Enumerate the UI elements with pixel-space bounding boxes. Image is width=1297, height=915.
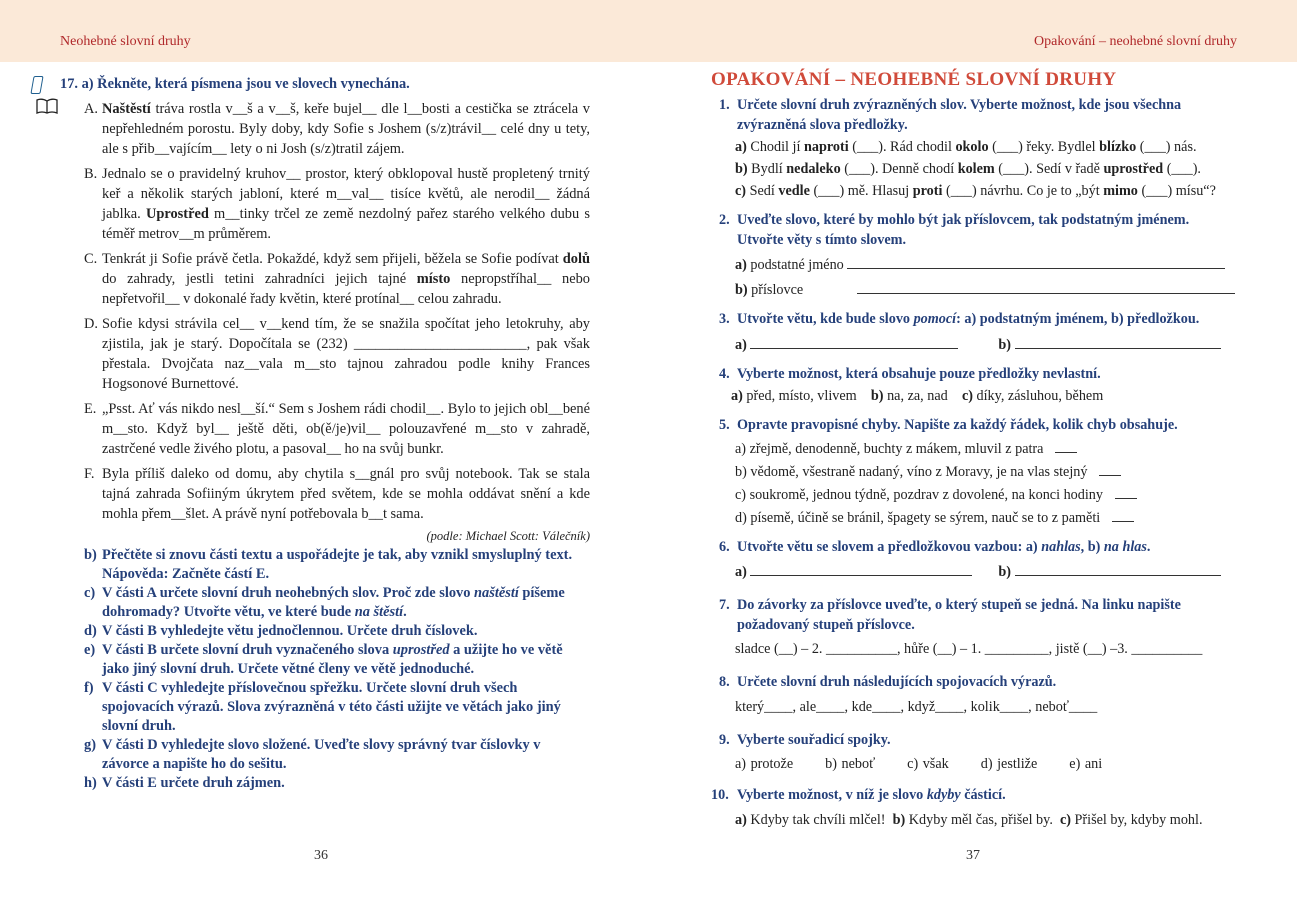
question-10: 10. Vyberte možnost, v níž je slovo kdyby částicí. [711,787,1006,803]
text-part-e: E. „Psst. Ať vás nikdo nesl__ší.“ Sem s Joshem rádi chodil__. Bylo to jejich obl__bené m__sto. Když byl__ ještě děti, ob(ě/je)vil__ polouzavřené m__sto v zahradě, zastrčené vedle živého plotu, a pasoval__ ho na svůj bunkr. [84,401,590,457]
q9-options: a) protože b) neboť c) však d) jestliže e) ani [735,756,1103,772]
right-running-title: Opakování – neohebné slovní druhy [1034,34,1237,49]
text-part-d: D. Sofie kdysi strávila cel__ v__kend tím, že se snažila spočítat jeho letokruhy, aby zjistila, jak je starý. Dopočítala se (232) ________________________, pak však přestala. Dvojčata naz__vala m__sto tajnou zahradou podle knihy Frances Hogsonové Burnettové. [84,316,590,392]
right-page [711,70,1238,830]
open-book-icon [36,98,58,114]
task-e: e) V části B určete slovní druh vyznačeného slova uprostřed a užijte ho ve větě jako jiný slovní druh. Určete větné členy ve větě jednoduché. [84,642,563,677]
text-part-a: A. Naštěstí tráva rostla v__š a v__š, keře bujel__ dle l__bosti a cestička se ztrácela v nepřehledném porostu. Byly doby, kdy Sofie s Joshem (s/z)trávil__ celé dny u tety, ale s přib__vajícím__ lety o ni Josh (s/z)tratil zájem. [84,101,590,157]
question-4: 4. Vyberte možnost, která obsahuje pouze předložky nevlastní. [719,365,1101,382]
q4-options: a) před, místo, vlivem b) na, za, nad c) díky, zásluhou, během [731,388,1104,404]
left-running-title: Neohebné slovní druhy [60,34,191,49]
question-3: 3. Utvořte větu, kde bude slovo pomocí: a) podstatným jménem, b) předložkou. [719,311,1200,327]
answer-line[interactable] [1115,484,1137,499]
answer-line[interactable] [1015,561,1221,576]
answer-line[interactable] [847,254,1225,269]
text-part-f: F. Byla příliš daleko od domu, aby chytila s__gnál pro svůj notebook. Tak se stala tajná zahrada Sofiiným úkrytem před světem, kde se mohla oddávat snění a kde mohla přem__šlet. A právě nyní potřebovala b__t sama. [84,466,590,522]
question-7: 7. Do závorky za příslovce uveďte, o který stupeň se jedná. Na linku napište požadovaný stupeň příslovce. [719,597,1181,633]
left-page-number: 36 [314,848,328,863]
right-page-number: 37 [966,848,980,863]
q1-option-c: c) Sedí vedle (___) mě. Hlasuj proti (___) návrhu. Co je to „být mimo (___) mísu“? [735,183,1216,199]
question-8: 8. Určete slovní druh následujících spojovacích výrazů. [719,674,1057,690]
q6-answers: a) b) [711,561,1238,582]
q5-line-d: d) písemě, účině se bránil, špagety se sýrem, nauč se to z paměti [711,507,1238,528]
exercise-17-title: 17. a) Řekněte, která písmena jsou ve slovech vynechána. [60,76,410,92]
q1-option-a: a) Chodil jí naproti (___). Rád chodil okolo (___) řeky. Bydlel blízko (___) nás. [735,139,1197,155]
answer-line[interactable] [1015,334,1221,349]
text-part-b: B. Jednalo se o pravidelný kruhov__ prostor, který obklopoval hustě propletený trnitý keř a několik starých jabloní, které m__val__ tisíce květů, ale nerodil__ žádná jablka. Uprostřed m__tinky trčel ze země nezdolný pařez starého velkého dubu s téměř metrov__m průměrem. [84,166,590,242]
task-c: c) V části A určete slovní druh neohebných slov. Proč zde slovo naštěstí píšeme dohromady? Utvořte větu, ve které bude na štěstí. [84,585,565,620]
page-header-band [0,0,1297,62]
task-f: f) V části C vyhledejte příslovečnou spřežku. Určete slovní druh všech spojovacích výrazů. Slova zvýrazněná v této části užijte ve větách jako jiný slovní druh. [84,680,561,734]
q5-line-b: b) vědomě, všestraně nadaný, víno z Moravy, je na vlas stejný [711,461,1238,482]
text-part-c: C. Tenkrát ji Sofie právě četla. Pokaždé, když sem přijeli, běžela se Sofie podívat dolů do zahrady, jestli tetini zahradníci jejich tajné místo nepropstříhal__ nebo nepřetvořil__ v dokonalé řady květin, které protínal__ celou zahradu. [84,251,590,307]
q2-option-b: b) příslovce [711,279,1238,300]
review-title: OPAKOVÁNÍ – NEOHEBNÉ SLOVNÍ DRUHY [711,69,1117,90]
q7-line: sladce (__) – 2. __________, hůře (__) – 1. _________, jistě (__) –3. __________ [735,641,1203,657]
answer-line[interactable] [857,279,1235,294]
q2-option-a: a) podstatné jméno [711,254,1238,275]
source-citation: (podle: Michael Scott: Válečník) [426,529,590,543]
left-page [60,74,590,793]
answer-line[interactable] [1099,461,1121,476]
task-h: h) V části E určete druh zájmen. [84,775,285,791]
question-9: 9. Vyberte souřadicí spojky. [719,731,891,748]
pencil-icon [30,76,43,94]
q5-line-c: c) soukromě, jednou týdně, pozdrav z dovolené, na konci hodiny [711,484,1238,505]
task-g: g) V části D vyhledejte slovo složené. Uveďte slovy správný tvar číslovky v závorce a napište ho do sešitu. [84,737,541,772]
q5-line-a: a) zřejmě, denodenně, buchty z mákem, mluvil z patra [711,438,1238,459]
answer-line[interactable] [750,561,972,576]
question-5: 5. Opravte pravopisné chyby. Napište za každý řádek, kolik chyb obsahuje. [719,417,1178,433]
answer-line[interactable] [1055,438,1077,453]
task-b: b) Přečtěte si znovu části textu a uspořádejte je tak, aby vznikl smysluplný text. Nápověda: Začněte částí E. [84,547,573,582]
question-1: 1. Určete slovní druh zvýrazněných slov. Vyberte možnost, kde jsou všechna zvýrazněná slova předložky. [719,97,1182,133]
q1-option-b: b) Bydlí nedaleko (___). Denně chodí kolem (___). Sedí v řadě uprostřed (___). [735,161,1201,177]
q3-answers: a) b) [711,334,1238,355]
answer-line[interactable] [1112,507,1134,522]
question-6: 6. Utvořte větu se slovem a předložkovou vazbou: a) nahlas, b) na hlas. [719,538,1151,555]
answer-line[interactable] [750,334,958,349]
q8-line: který____, ale____, kde____, když____, kolik____, neboť____ [735,698,1098,715]
q10-options: a) Kdyby tak chvíli mlčel! b) Kdyby měl čas, přišel by. c) Přišel by, kdyby mohl. [735,811,1203,828]
task-d: d) V části B vyhledejte větu jednočlennou. Určete druh číslovek. [84,623,478,639]
question-2: 2. Uveďte slovo, které by mohlo být jak příslovcem, tak podstatným jménem. Utvořte věty s tímto slovem. [719,212,1190,248]
